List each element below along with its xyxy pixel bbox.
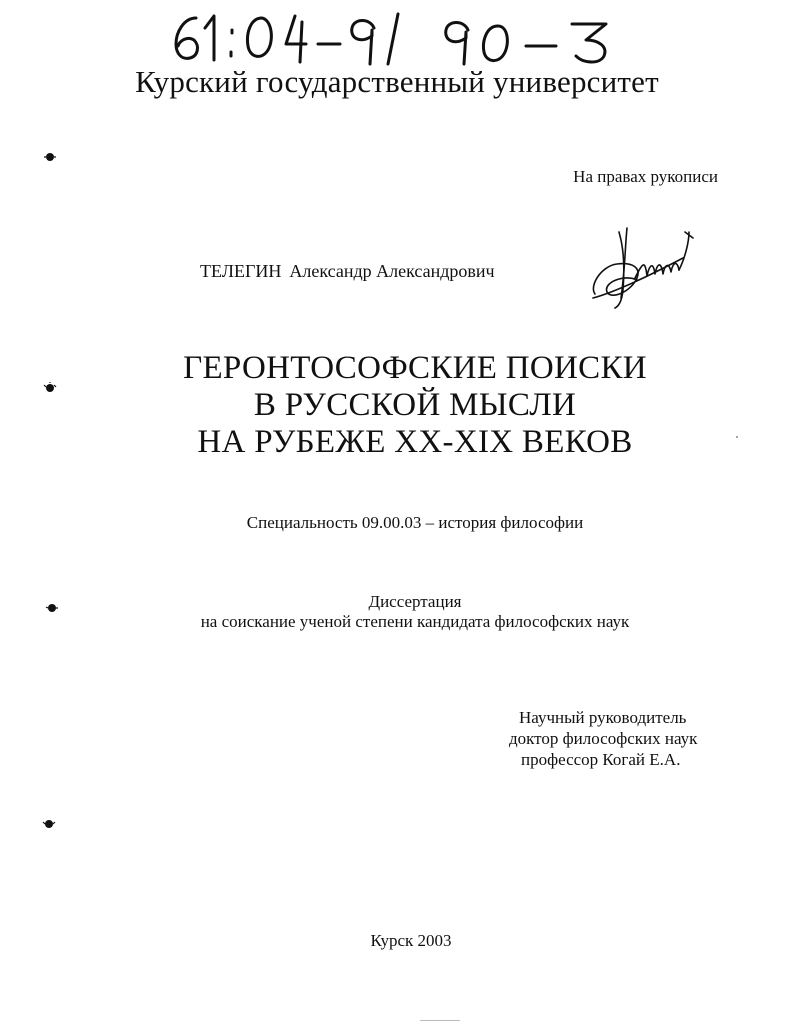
dissertation-purpose: на соискание ученой степени кандидата философских наук [200,612,630,631]
binding-hole-mark [45,601,59,615]
binding-hole-mark [43,150,57,164]
binding-hole-mark [42,817,56,831]
scan-edge-line [420,1020,460,1021]
supervisor-block [490,707,730,770]
university-name: Курский государственный университет [135,64,659,99]
dissertation-type: Диссертация [368,592,462,611]
author-surname: ТЕЛЕГИН [200,261,282,281]
title-line-3: НА РУБЕЖЕ ХХ-ХIХ ВЕКОВ [197,424,633,460]
title-line-1: ГЕРОНТОСОФСКИЕ ПОИСКИ [183,350,647,386]
supervisor-degree: доктор философских наук [509,729,698,748]
scan-speck [736,436,738,438]
city-year: Курск 2003 [370,931,452,950]
supervisor-name: профессор Когай Е.А. [521,750,681,769]
supervisor-role: Научный руководитель [519,708,687,727]
author-name [200,259,495,283]
author-signature [585,218,705,313]
dissertation-info [0,592,794,632]
rights-note: На правах рукописи [573,167,718,186]
author-given-names: Александр Александрович [289,261,495,281]
title-line-2: В РУССКОЙ МЫСЛИ [253,387,577,423]
specialty: Специальность 09.00.03 – история философии [246,513,584,532]
binding-hole-mark [43,381,57,395]
dissertation-title [0,350,794,461]
